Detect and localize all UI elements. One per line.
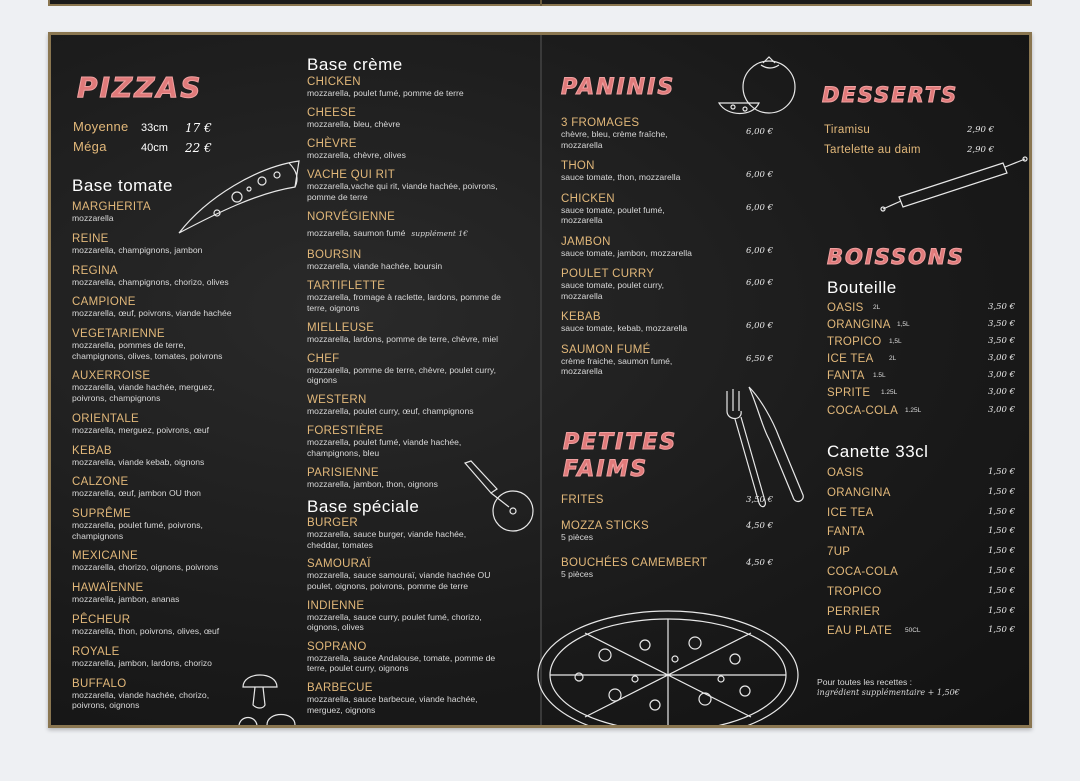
pizza-item-desc: terre, poulet curry, oignons — [307, 663, 409, 674]
pizza-item-desc: oignons, olives — [307, 622, 364, 633]
pizza-item-name: ORIENTALE — [72, 412, 140, 425]
pizza-item-desc: mozzarella, poulet fumé, poivrons, — [72, 520, 203, 531]
drink-bottle-item-price: 3,50 € — [987, 336, 1015, 347]
pizza-item-desc: mozzarella, merguez, poivrons, œuf — [72, 424, 210, 435]
drink-can-item-name: PERRIER — [827, 605, 881, 618]
drink-bottle-item-size: 2L — [873, 304, 881, 311]
drink-bottle-item-size: 1,5L — [897, 321, 910, 329]
pizza-item-desc: mozzarella,vache qui rit, viande hachée, poivrons, — [307, 181, 498, 191]
pizza-item-desc: mozzarella, œuf, jambon OU thon — [72, 488, 201, 499]
pizza-item — [307, 641, 537, 674]
pizza-item-name: CALZONE — [72, 476, 129, 489]
snack-item-name: MOZZA STICKS — [561, 520, 649, 532]
snack-item-price: 4,50 € — [745, 521, 773, 531]
pizza-item-desc: mozzarella — [72, 213, 114, 223]
pizza-item-name: SAMOURAÏ — [307, 558, 371, 571]
drink-can-item-price: 1,50 € — [987, 506, 1015, 517]
pizza-item-desc: mozzarella, sauce Andalouse, tomate, pomme de — [307, 652, 496, 663]
drink-can-item — [827, 467, 1015, 479]
pizza-item-name: KEBAB — [72, 444, 112, 457]
rolling-pin-icon — [881, 155, 1027, 215]
pizza-item-name: MEXICAINE — [72, 550, 138, 563]
drink-can-item-name: TROPICO — [827, 585, 882, 598]
pizza-item-name: FORESTIÈRE — [307, 425, 384, 437]
panini-item-price: 6,00 € — [745, 202, 773, 213]
pizza-item-name: VACHE QUI RIT — [307, 169, 396, 181]
drink-bottle-item-price: 3,00 € — [987, 387, 1015, 398]
pizza-item — [307, 169, 537, 202]
drink-can-item — [827, 506, 1015, 519]
base-speciale-title: Base spéciale — [307, 497, 420, 516]
drink-can-item-name: EAU PLATE — [827, 625, 893, 638]
pizza-item-desc: mozzarella, chorizo, oignons, poivrons — [72, 562, 219, 573]
drink-can-item-name: OASIS — [827, 467, 864, 479]
pizza-item — [307, 600, 537, 633]
pizza-item-desc: mozzarella, pomme de terre, chèvre, poulet curry, — [307, 364, 496, 375]
pizza-item-name: ROYALE — [72, 645, 120, 658]
pizza-item-name: WESTERN — [307, 394, 367, 406]
pizza-item-desc: champignons, olives, tomates, poivrons — [72, 350, 223, 361]
dessert-item-price: 2,90 € — [966, 145, 994, 155]
pizza-item-desc: mozzarella, saumon fumé — [307, 227, 406, 238]
previous-page-edge — [48, 0, 1032, 6]
footer-line2: ingrédient supplémentaire + 1,50€ — [817, 687, 960, 697]
pizza-item — [72, 445, 292, 468]
mushroom-icon — [237, 665, 297, 725]
pizza-item — [307, 107, 537, 130]
drink-can-item-price: 1,50 € — [987, 467, 1015, 477]
drink-can-item — [827, 486, 1015, 499]
pizza-item-desc: mozzarella, poulet curry, œuf, champignons — [307, 406, 474, 416]
pizza-item-name: PARISIENNE — [307, 466, 379, 479]
pizza-item — [307, 425, 537, 458]
pizza-item-desc: mozzarella, œuf, poivrons, viande hachée — [72, 308, 232, 319]
pizza-item-name: MARGHERITA — [72, 201, 151, 213]
whole-pizza-icon — [535, 595, 801, 728]
snack-item — [561, 556, 773, 580]
pizza-item-name: BARBECUE — [307, 682, 373, 695]
pizza-item — [307, 280, 537, 313]
pizza-item-name: REINE — [72, 232, 109, 245]
panini-item-name: JAMBON — [561, 235, 611, 248]
drink-can-item — [827, 565, 1015, 578]
drink-bottle-item-name: TROPICO — [827, 336, 882, 349]
base-creme-list — [307, 76, 537, 498]
panini-item-name: 3 FROMAGES — [561, 117, 640, 129]
drink-can-item — [827, 625, 1015, 638]
drink-can-item — [827, 526, 1015, 539]
pizza-item-desc: pomme de terre — [307, 191, 368, 202]
panini-item-desc: sauce tomate, kebab, mozzarella — [561, 323, 688, 333]
drink-bottle-item-price: 3,00 € — [987, 353, 1015, 364]
pizza-item-name: BUFFALO — [72, 677, 127, 690]
drink-bottle-item-price: 3,00 € — [987, 404, 1015, 415]
drink-bottle-item — [827, 353, 1015, 366]
panini-item-name: THON — [561, 160, 595, 172]
snack-item — [561, 520, 773, 543]
pizza-item-name: INDIENNE — [307, 599, 365, 612]
panini-item-desc: mozzarella — [561, 215, 603, 225]
paninis-title: PANINIS — [561, 75, 676, 100]
pizza-item-name: NORVÉGIENNE — [307, 210, 396, 223]
pizza-item-desc: mozzarella, poulet fumé, viande hachée, — [307, 437, 462, 447]
snack-item-name: FRITES — [561, 494, 604, 506]
canette-list — [827, 467, 1015, 645]
snack-item-price: 4,50 € — [745, 557, 773, 568]
pizza-item — [307, 558, 537, 591]
drink-bottle-item — [827, 302, 1015, 314]
drink-can-item-price: 1,50 € — [987, 625, 1015, 636]
pizza-item-desc: mozzarella, viande hachée, boursin — [307, 261, 443, 271]
pizza-item-name: MIELLEUSE — [307, 321, 375, 334]
panini-item — [561, 343, 773, 377]
drink-bottle-item-size: 2L — [889, 355, 897, 363]
pizza-item-desc: merguez, oignons — [307, 704, 376, 715]
bouteille-list — [827, 302, 1015, 422]
pizza-item-desc: mozzarella, thon, poivrons, olives, œuf — [72, 626, 220, 637]
drink-can-item-name: FANTA — [827, 526, 865, 539]
panini-item-desc: sauce tomate, jambon, mozzarella — [561, 247, 692, 258]
panini-item-price: 6,00 € — [745, 321, 773, 331]
pizza-item — [72, 614, 292, 637]
drink-bottle-item-price: 3,50 € — [987, 302, 1015, 312]
pizza-item — [72, 265, 292, 288]
pizza-item-desc: mozzarella, lardons, pomme de terre, chèvre, miel — [307, 333, 499, 344]
petites-faims-line1: PETITES — [563, 430, 678, 455]
pizza-item-desc: mozzarella, sauce burger, viande hachée, — [307, 529, 467, 539]
pizza-item — [307, 76, 537, 99]
panini-item — [561, 235, 773, 259]
pizza-item-name: SUPRÊME — [72, 508, 131, 521]
panini-item-desc: chèvre, bleu, crème fraîche, — [561, 129, 668, 139]
drink-bottle-item-name: ORANGINA — [827, 319, 891, 332]
fork-knife-icon — [723, 385, 809, 511]
pizza-item-name: CHEESE — [307, 107, 357, 119]
pizza-item — [307, 394, 537, 417]
tomato-icon — [717, 55, 799, 117]
pizza-item — [72, 550, 292, 573]
size-cm: 40cm — [141, 142, 168, 154]
drink-bottle-item-size: 1.25L — [881, 389, 898, 397]
size-price: 22 € — [185, 141, 212, 155]
menu-page — [48, 32, 1032, 728]
panini-item-desc: sauce tomate, thon, mozzarella — [561, 172, 681, 182]
footer-line1: Pour toutes les recettes : — [817, 677, 913, 687]
drink-bottle-item — [827, 336, 1015, 349]
drink-can-item-price: 1,50 € — [987, 546, 1015, 557]
drink-bottle-item-price: 3,00 € — [987, 370, 1015, 381]
drink-bottle-item — [827, 370, 1015, 383]
panini-item — [561, 268, 773, 301]
pizza-item-name: TARTIFLETTE — [307, 280, 386, 292]
pizza-item-desc: champignons — [72, 530, 124, 541]
pizza-item — [307, 682, 537, 715]
drink-can-item — [827, 605, 1015, 618]
petites-faims-title — [563, 429, 677, 483]
panini-item-name: CHICKEN — [561, 192, 615, 205]
pizza-item-desc: terre, oignons — [307, 302, 360, 313]
pizza-item-name: CAMPIONE — [72, 296, 136, 309]
pizza-item-supplement: supplément 1€ — [411, 228, 468, 238]
base-tomate-title: Base tomate — [72, 176, 173, 195]
pizza-item-desc: poulet, oignons, poivrons, pomme de terre — [307, 580, 468, 591]
dessert-item-name: Tartelette au daim — [824, 144, 921, 156]
panini-item-price: 6,00 € — [745, 170, 773, 180]
snack-item-desc: 5 pièces — [561, 568, 594, 579]
drink-bottle-item-price: 3,50 € — [987, 319, 1015, 330]
size-row — [73, 121, 273, 141]
drink-bottle-item-size: 1.5L — [873, 372, 886, 380]
pizza-item-desc: mozzarella, jambon, lardons, chorizo — [72, 657, 212, 668]
pizza-item — [307, 353, 537, 386]
pizza-item — [72, 296, 292, 319]
pizza-item-name: REGINA — [72, 264, 118, 277]
drink-can-item — [827, 546, 1015, 559]
pizza-item-name: VEGETARIENNE — [72, 328, 165, 341]
pizza-item — [72, 328, 292, 361]
drink-bottle-item-size: 1.25L — [905, 406, 922, 414]
paninis-list — [561, 117, 773, 387]
footer-note — [817, 677, 997, 698]
pizza-item-name: HAWAÏENNE — [72, 582, 144, 595]
panini-item-name: KEBAB — [561, 311, 601, 323]
panini-item — [561, 160, 773, 183]
pizza-item-name: SOPRANO — [307, 640, 367, 653]
drink-can-item-price: 1,50 € — [987, 585, 1015, 596]
panini-item-name: SAUMON FUMÉ — [561, 343, 651, 356]
pizza-item-desc: mozzarella, pommes de terre, — [72, 340, 186, 351]
panini-item-name: POULET CURRY — [561, 268, 655, 280]
drink-can-item-name: 7UP — [827, 546, 851, 559]
bouteille-title: Bouteille — [827, 278, 897, 297]
pizza-item-desc: mozzarella, poulet fumé, pomme de terre — [307, 88, 464, 98]
pizza-item-desc: mozzarella, sauce samouraï, viande hachée OU — [307, 570, 491, 581]
pizza-sizes — [73, 121, 273, 161]
pizza-item-desc: mozzarella, bleu, chèvre — [307, 119, 401, 129]
panini-item-desc: sauce tomate, poulet curry, — [561, 280, 665, 290]
pizza-item-desc: poivrons, oignons — [72, 700, 140, 711]
drink-can-item-price: 1,50 € — [987, 486, 1015, 497]
pizza-cutter-icon — [461, 459, 533, 537]
panini-item-price: 6,00 € — [745, 278, 773, 288]
pizza-item — [72, 413, 292, 436]
dessert-item-price: 2,90 € — [966, 125, 994, 135]
size-price: 17 € — [185, 121, 212, 135]
drink-can-item-name: ICE TEA — [827, 506, 874, 519]
pizza-item-name: CHEF — [307, 352, 340, 365]
panini-item-price: 6,00 € — [745, 127, 773, 137]
pizza-item-desc: champignons, bleu — [307, 447, 380, 458]
panini-item-desc: mozzarella — [561, 366, 603, 376]
boissons-title: BOISSONS — [827, 245, 965, 269]
petites-faims-line2: FAIMS — [563, 457, 649, 482]
pizza-item — [307, 211, 537, 241]
drink-bottle-item-name: FANTA — [827, 370, 865, 383]
pizza-item-desc: mozzarella, sauce barbecue, viande hachée, — [307, 694, 478, 705]
drink-can-item-price: 1,50 € — [987, 605, 1015, 616]
base-tomate-list — [72, 201, 292, 720]
drink-bottle-item — [827, 387, 1015, 400]
pizza-item-desc: mozzarella, viande hachée, chorizo, — [72, 689, 210, 700]
pizza-slice-icon — [177, 157, 301, 237]
pizza-item-name: CHICKEN — [307, 76, 361, 88]
pizza-item — [72, 370, 292, 403]
pizza-item-desc: mozzarella, viande kebab, oignons — [72, 456, 205, 467]
drink-bottle-item — [827, 404, 1015, 417]
panini-item-desc: crème fraiche, saumon fumé, — [561, 355, 673, 366]
pizzas-title: PIZZAS — [77, 71, 203, 104]
base-speciale-list — [307, 517, 537, 723]
snack-item-name: BOUCHÉES CAMEMBERT — [561, 556, 708, 569]
pizza-item — [307, 322, 537, 345]
drink-bottle-item-name: OASIS — [827, 302, 864, 314]
drink-can-item-price: 1,50 € — [987, 526, 1015, 537]
pizza-item-name: BOURSIN — [307, 249, 362, 261]
pizza-item — [72, 508, 292, 541]
pizza-item-name: AUXERROISE — [72, 370, 151, 383]
drink-bottle-item-size: 1,5L — [889, 338, 902, 346]
panini-item-desc: sauce tomate, poulet fumé, — [561, 204, 665, 215]
pizza-item-name: CHÈVRE — [307, 138, 357, 150]
drink-bottle-item — [827, 319, 1015, 332]
drink-bottle-item-name: ICE TEA — [827, 353, 874, 366]
pizza-item — [307, 249, 537, 272]
pizza-item-desc: mozzarella, sauce curry, poulet fumé, chorizo, — [307, 611, 482, 622]
drink-can-item-name: ORANGINA — [827, 486, 891, 499]
base-creme-title: Base crème — [307, 55, 403, 74]
size-name: Moyenne — [73, 119, 129, 134]
dessert-item-name: Tiramisu — [824, 124, 871, 136]
panini-item — [561, 311, 773, 334]
drink-bottle-item-name: COCA-COLA — [827, 404, 899, 417]
snack-item-desc: 5 pièces — [561, 532, 594, 542]
desserts-title: DESSERTS — [822, 83, 959, 107]
pizza-item-desc: mozzarella, champignons, chorizo, olives — [72, 276, 229, 287]
snack-item-price: 3,50 € — [745, 495, 773, 505]
pizza-item-desc: poivrons, champignons — [72, 392, 161, 403]
canette-title: Canette 33cl — [827, 442, 929, 461]
pizza-item-desc: mozzarella, viande hachée, merguez, — [72, 382, 215, 393]
drink-can-item — [827, 585, 1015, 598]
pizza-item-desc: mozzarella, champignons, jambon — [72, 244, 203, 255]
pizza-item-desc: mozzarella, fromage à raclette, lardons, pomme de — [307, 292, 501, 302]
pizza-item-desc: mozzarella, jambon, ananas — [72, 594, 180, 605]
panini-item-desc: mozzarella — [561, 139, 603, 150]
pizza-item — [307, 138, 537, 161]
drink-can-item-size: 50CL — [905, 627, 921, 635]
pizza-item — [72, 582, 292, 605]
size-name: Méga — [73, 139, 107, 154]
panini-item-desc: mozzarella — [561, 290, 603, 301]
size-cm: 33cm — [141, 122, 168, 134]
drink-can-item-price: 1,50 € — [987, 565, 1015, 576]
drink-can-item-name: COCA-COLA — [827, 565, 899, 578]
pizza-item-name: BURGER — [307, 517, 359, 529]
pizza-item-desc: mozzarella, chèvre, olives — [307, 150, 406, 160]
panini-item-price: 6,50 € — [745, 353, 773, 364]
panini-item — [561, 117, 773, 150]
pizza-item-desc: cheddar, tomates — [307, 539, 373, 550]
dessert-item — [824, 124, 994, 136]
panini-item — [561, 192, 773, 226]
pizza-item — [72, 476, 292, 499]
pizza-item-desc: mozzarella, jambon, thon, oignons — [307, 478, 438, 489]
pizza-item-desc: oignons — [307, 375, 338, 385]
panini-item-price: 6,00 € — [745, 245, 773, 256]
drink-bottle-item-name: SPRITE — [827, 387, 871, 400]
pizza-item-name: PÊCHEUR — [72, 614, 131, 627]
